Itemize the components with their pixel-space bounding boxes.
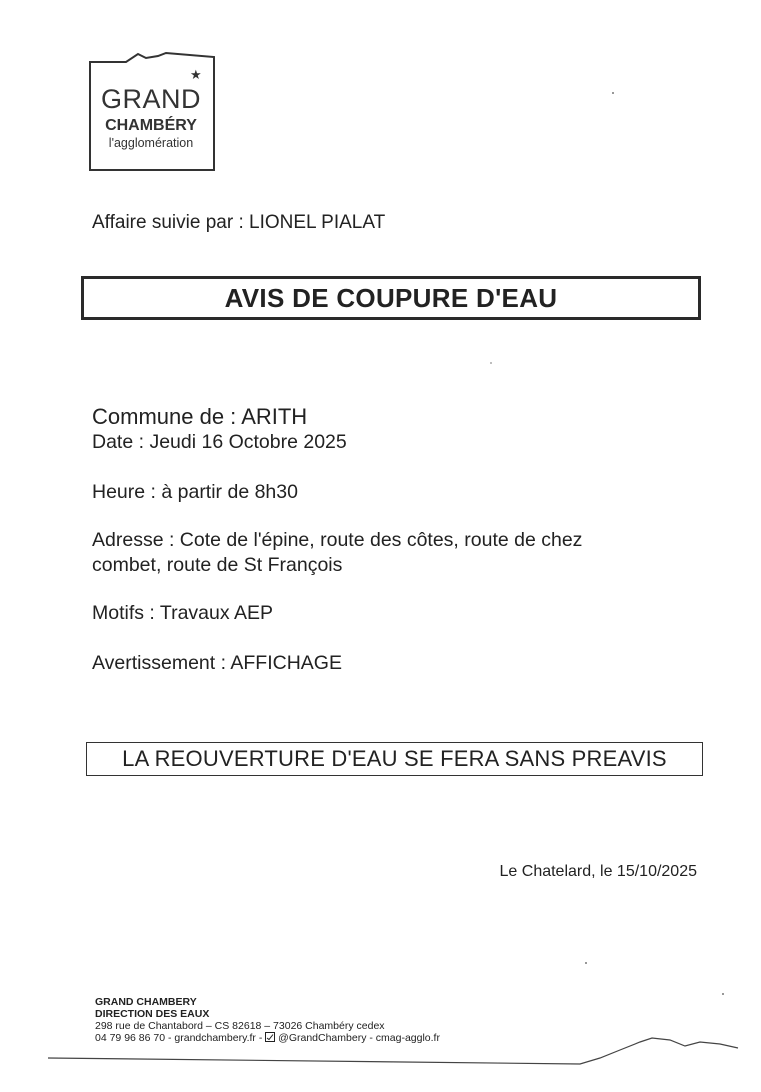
title-box xyxy=(81,276,701,320)
reopening-notice-box xyxy=(86,742,703,776)
adresse: Adresse : Cote de l'épine, route des côtes, route de chez combet, route de St François xyxy=(92,529,583,576)
footer-dept: DIRECTION DES EAUX xyxy=(95,1008,210,1020)
footer-org: GRAND CHAMBERY xyxy=(95,996,197,1008)
reopening-notice: LA REOUVERTURE D'EAU SE FERA SANS PREAVIS xyxy=(122,746,667,771)
logo-grand: GRAND xyxy=(100,84,201,114)
scan-speck xyxy=(585,962,587,964)
avertissement: Avertissement : AFFICHAGE xyxy=(92,652,342,674)
star-icon: ★ xyxy=(190,68,202,83)
footer-address: 298 rue de Chantabord – CS 82618 – 73026 Chambéry cedex xyxy=(95,1020,385,1032)
footer-mountain-line xyxy=(40,1030,740,1070)
case-handler: Affaire suivie par : LIONEL PIALAT xyxy=(92,212,386,233)
footer-contact-suffix: @GrandChambery - cmag-agglo.fr xyxy=(275,1032,440,1044)
page-title: AVIS DE COUPURE D'EAU xyxy=(224,282,558,313)
motifs: Motifs : Travaux AEP xyxy=(92,602,273,624)
footer-contact-prefix: 04 79 96 86 70 - grandchambery.fr - xyxy=(95,1032,266,1044)
scan-speck xyxy=(722,993,724,995)
grand-chambery-logo xyxy=(86,50,216,174)
logo-chambery: CHAMBÉRY xyxy=(105,117,197,134)
date: Date : Jeudi 16 Octobre 2025 xyxy=(92,431,347,453)
scan-speck xyxy=(490,362,492,364)
place-date: Le Chatelard, le 15/10/2025 xyxy=(499,863,697,880)
commune: Commune de : ARITH xyxy=(92,404,308,429)
heure: Heure : à partir de 8h30 xyxy=(92,481,298,503)
scan-speck xyxy=(612,92,614,94)
logo-agglomeration: l'agglomération xyxy=(108,136,194,150)
